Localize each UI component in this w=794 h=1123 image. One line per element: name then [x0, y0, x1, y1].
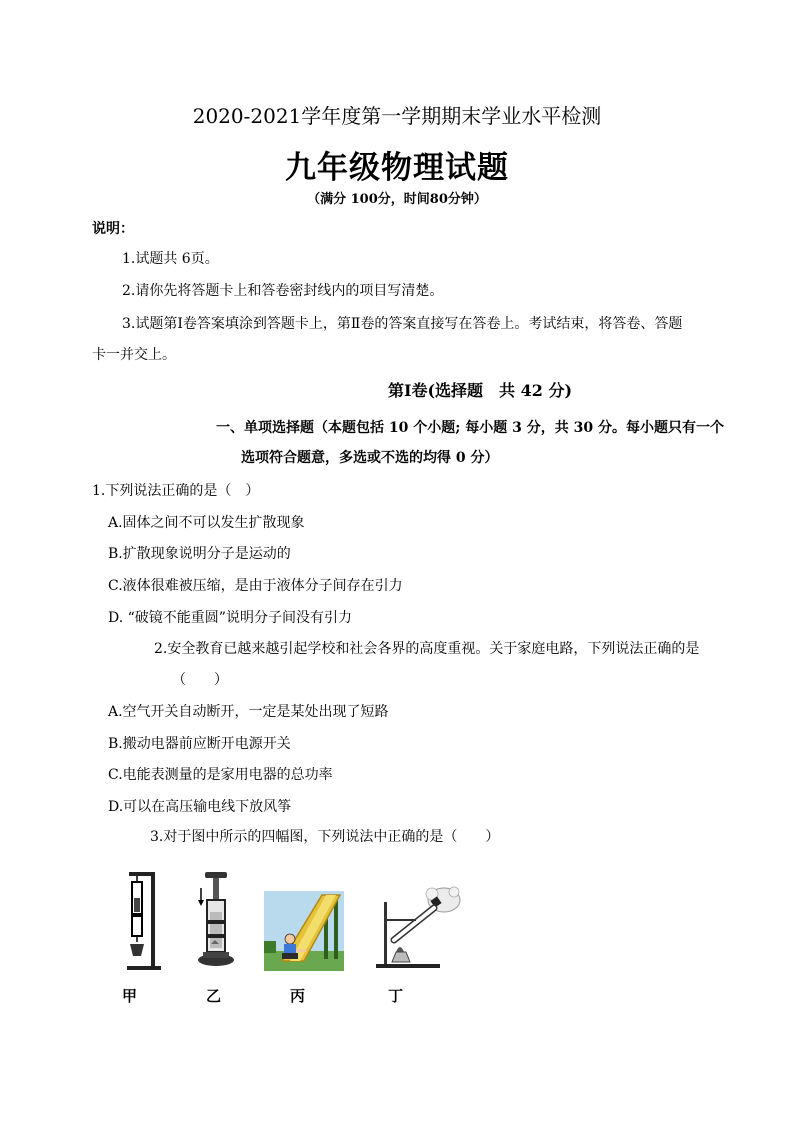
figure-jia-lead-blocks [115, 868, 165, 972]
figure-label-jia: 甲 [122, 987, 138, 1005]
question-1-stem: 1.下列说法正确的是（ ） [92, 483, 260, 499]
instruction-item: 3.试题第Ⅰ卷答案填涂到答题卡上，第Ⅱ卷的答案直接写在答卷上。考试结束，将答卷、答题 [122, 316, 683, 332]
question-1-option-d: D. “破镜不能重圆”说明分子间没有引力 [108, 610, 352, 626]
figure-label-yi: 乙 [206, 987, 222, 1005]
figure-label-bing: 丙 [290, 987, 306, 1005]
question-2-option-b: B.搬动电器前应断开电源开关 [108, 736, 291, 752]
part1-title: 第Ⅰ卷(选择题 共 42 分) [388, 381, 573, 400]
question-2-option-a: A.空气开关自动断开，一定是某处出现了短路 [108, 704, 389, 720]
question-3-stem: 3.对于图中所示的四幅图，下列说法中正确的是（ ） [150, 829, 500, 845]
question-2-stem: 2.安全教育已越来越引起学校和社会各界的高度重视。关于家庭电路，下列说法正确的是 [154, 641, 700, 657]
section-heading: 一、单项选择题（本题包括 10 个小题; 每小题 3 分，共 30 分。每小题只有一个 [216, 420, 724, 436]
exam-subtitle: 2020-2021学年度第一学期期末学业水平检测 [192, 104, 602, 128]
question-2-option-d: D.可以在高压输电线下放风筝 [108, 799, 292, 815]
question-2-answer-blank: （ ） [172, 672, 228, 688]
instruction-item: 2.请你先将答题卡上和答卷密封线内的项目写清楚。 [122, 283, 444, 299]
question-1-option-b: B.扩散现象说明分子是运动的 [108, 546, 291, 562]
section-heading-cont: 选项符合题意，多选或不选的均得 0 分） [241, 450, 499, 466]
instructions-label: 说明： [92, 221, 134, 237]
figure-yi-compression-cylinder [193, 868, 238, 972]
instruction-item: 卡一并交上。 [92, 347, 176, 363]
figure-label-ding: 丁 [388, 987, 404, 1005]
instruction-item: 1.试题共 6页。 [122, 251, 219, 267]
figure-ding-test-tube [374, 882, 466, 970]
question-1-option-a: A.固体之间不可以发生扩散现象 [108, 515, 305, 531]
exam-title: 九年级物理试题 [285, 150, 509, 186]
exam-score-time: （满分 100分，时间80分钟） [307, 192, 487, 207]
question-1-option-c: C.液体很难被压缩，是由于液体分子间存在引力 [108, 578, 403, 594]
question-2-option-c: C.电能表测量的是家用电器的总功率 [108, 767, 333, 783]
figure-bing-slide-image [264, 891, 344, 971]
